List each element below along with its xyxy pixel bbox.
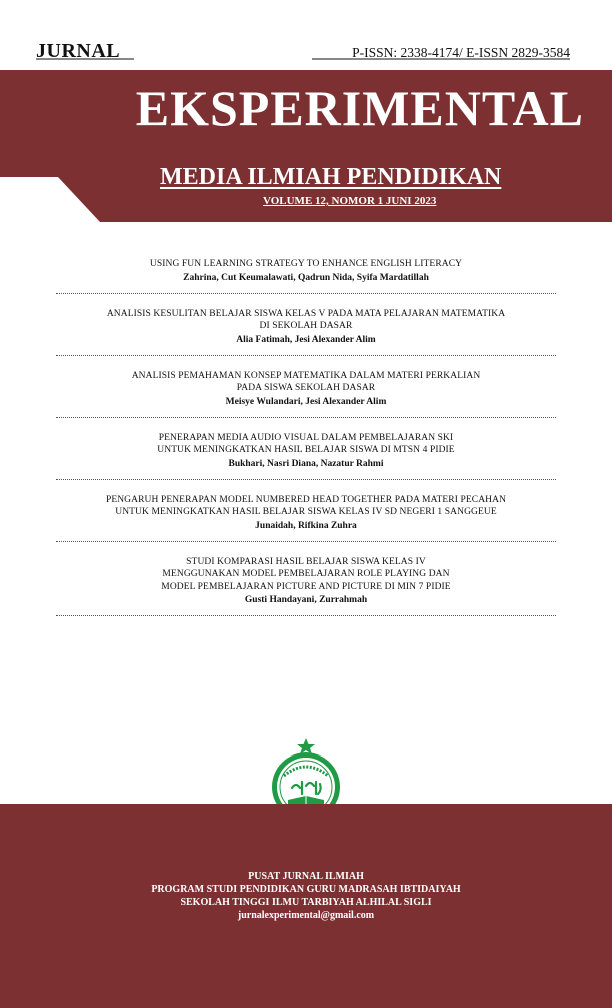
article-title-line: PENGARUH PENERAPAN MODEL NUMBERED HEAD TOGETHER PADA MATERI PECAHAN — [105, 494, 507, 505]
article-authors: Junaidah, Rifkina Zuhra — [255, 520, 357, 531]
footer-publisher — [0, 870, 612, 922]
article-item[interactable] — [56, 304, 556, 356]
article-title-line: STUDI KOMPARASI HASIL BELAJAR SISWA KELAS IV — [186, 556, 426, 567]
article-title-line: ANALISIS KESULITAN BELAJAR SISWA KELAS V PADA MATA PELAJARAN MATEMATIKA — [106, 308, 506, 319]
footer-line: PROGRAM STUDI PENDIDIKAN GURU MADRASAH IBTIDAIYAH — [151, 884, 461, 895]
article-title-line: MODEL PEMBELAJARAN PICTURE AND PICTURE DI MIN 7 PIDIE — [161, 581, 451, 592]
article-title: USING FUN LEARNING STRATEGY TO ENHANCE ENGLISH LITERACY — [149, 259, 463, 269]
article-item[interactable] — [56, 552, 556, 617]
article-title-line: PENERAPAN MEDIA AUDIO VISUAL DALAM PEMBELAJARAN SKI — [158, 432, 454, 443]
article-authors: Zahrina, Cut Keumalawati, Qadrun Nida, Syifa Mardatillah — [183, 272, 429, 283]
article-item[interactable] — [56, 428, 556, 480]
article-item[interactable] — [56, 366, 556, 418]
article-authors: Alia Fatimah, Jesi Alexander Alim — [236, 334, 376, 345]
journal-title: EKSPERIMENTAL — [135, 80, 584, 136]
article-title-line: PADA SISWA SEKOLAH DASAR — [236, 383, 376, 393]
article-item[interactable] — [56, 490, 556, 542]
footer-line: PUSAT JURNAL ILMIAH — [248, 871, 364, 882]
footer-email[interactable]: jurnalexperimental@gmail.com — [237, 910, 375, 921]
article-title-line: ANALISIS PEMAHAMAN KONSEP MATEMATIKA DALAM MATERI PERKALIAN — [131, 370, 481, 381]
article-authors: Meisye Wulandari, Jesi Alexander Alim — [225, 396, 387, 407]
article-authors: Bukhari, Nasri Diana, Nazatur Rahmi — [228, 458, 384, 469]
article-title-line: MENGGUNAKAN MODEL PEMBELAJARAN ROLE PLAYING DAN — [162, 569, 450, 579]
volume-label: VOLUME 12, NOMOR 1 JUNI 2023 — [263, 195, 437, 207]
article-title-line: UNTUK MENINGKATKAN HASIL BELAJAR SISWA KELAS IV SD NEGERI 1 SANGGEUE — [115, 507, 497, 517]
article-title-line: DI SEKOLAH DASAR — [259, 321, 353, 331]
journal-subtitle: MEDIA ILMIAH PENDIDIKAN — [160, 164, 502, 190]
article-authors: Gusti Handayani, Zurrahmah — [244, 595, 368, 605]
footer-line: SEKOLAH TINGGI ILMU TARBIYAH ALHILAL SIGLI — [180, 897, 432, 908]
article-list — [56, 254, 556, 626]
article-item[interactable] — [56, 254, 556, 294]
article-title-line: UNTUK MENINGKATKAN HASIL BELAJAR SISWA DI MTSN 4 PIDIE — [157, 445, 455, 455]
jurnal-label: JURNAL — [36, 40, 121, 62]
issn-label: P-ISSN: 2338-4174/ E-ISSN 2829-3584 — [352, 45, 570, 60]
